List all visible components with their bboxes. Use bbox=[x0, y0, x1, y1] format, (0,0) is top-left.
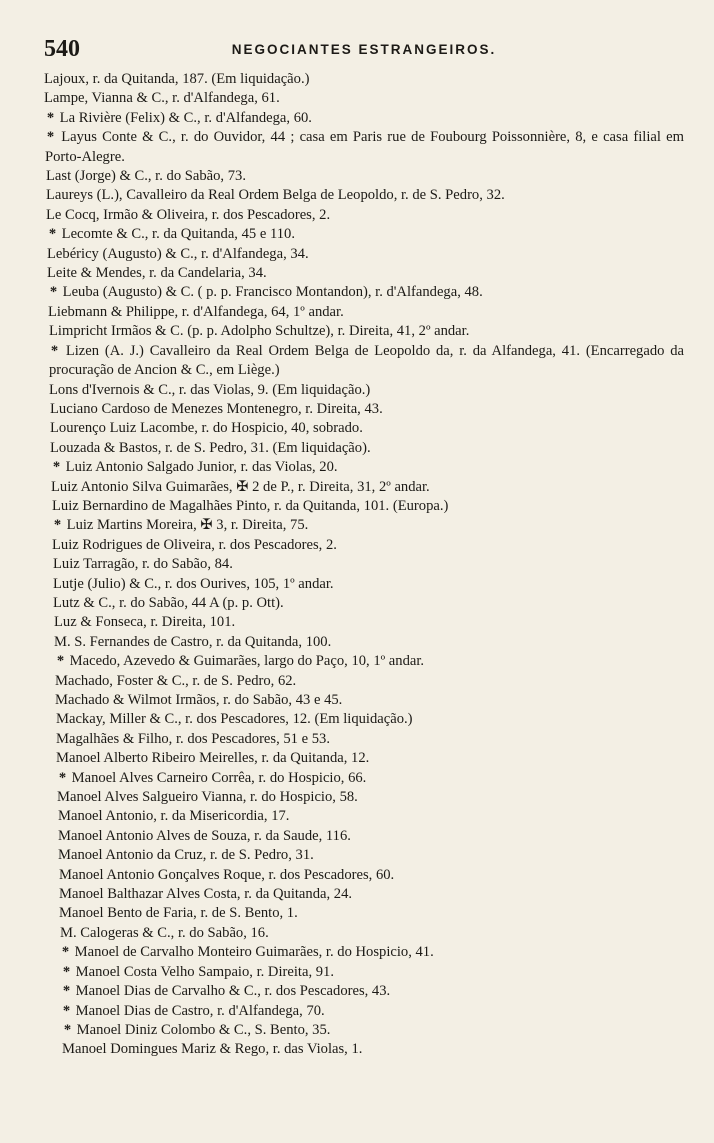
directory-entry bbox=[44, 186, 684, 205]
directory-entry bbox=[44, 846, 684, 865]
entry-text: Luiz Martins Moreira, ✠ 3, r. Direita, 75. bbox=[66, 517, 309, 534]
entry-text: M. S. Fernandes de Castro, r. da Quitanda, 100. bbox=[54, 633, 332, 650]
directory-entry bbox=[44, 633, 684, 652]
entry-text: Machado, Foster & C., r. de S. Pedro, 62. bbox=[55, 672, 297, 689]
entry-text: Machado & Wilmot Irmãos, r. do Sabão, 43 e 45. bbox=[55, 692, 343, 708]
directory-entry bbox=[44, 167, 684, 186]
directory-entry bbox=[44, 904, 684, 923]
entry-text: Liebmann & Philippe, r. d'Alfandega, 64, 1º andar. bbox=[48, 303, 344, 320]
directory-entry bbox=[44, 342, 684, 381]
entry-marker: * bbox=[61, 944, 70, 961]
entry-text: Last (Jorge) & C., r. do Sabão, 73. bbox=[46, 168, 246, 185]
directory-entry bbox=[44, 555, 684, 574]
directory-entry bbox=[44, 264, 684, 283]
directory-entry bbox=[44, 478, 684, 497]
entry-text: Luiz Antonio Silva Guimarães, ✠ 2 de P., r. Direita, 31, 2º andar. bbox=[51, 478, 430, 495]
directory-entry bbox=[44, 245, 684, 264]
entry-text: Lutz & C., r. do Sabão, 44 A (p. p. Ott). bbox=[53, 594, 284, 611]
directory-entry bbox=[44, 788, 684, 807]
entry-marker: * bbox=[56, 653, 65, 670]
entry-text: Laureys (L.), Cavalleiro da Real Ordem Belga de Leopoldo, r. de S. Pedro, 32. bbox=[46, 187, 505, 204]
directory-entry bbox=[44, 206, 684, 225]
directory-entry bbox=[44, 89, 684, 108]
directory-entry bbox=[44, 400, 684, 419]
entry-marker: * bbox=[46, 109, 55, 126]
page-number: 540 bbox=[44, 36, 80, 62]
entry-marker: * bbox=[62, 1002, 71, 1019]
entry-text: Manoel Antonio, r. da Misericordia, 17. bbox=[58, 808, 290, 825]
directory-entry bbox=[44, 594, 684, 613]
directory-entry bbox=[44, 439, 684, 458]
entry-text: Manoel Dias de Castro, r. d'Alfandega, 70. bbox=[75, 1002, 325, 1019]
entry-text: Manoel Costa Velho Sampaio, r. Direita, 91. bbox=[75, 963, 334, 980]
entry-marker: * bbox=[62, 963, 71, 980]
entry-text: Lutje (Julio) & C., r. dos Ourives, 105, 1º andar. bbox=[53, 575, 334, 592]
directory-entry bbox=[44, 128, 684, 167]
entry-text: Leuba (Augusto) & C. ( p. p. Francisco Montandon), r. d'Alfandega, 48. bbox=[62, 284, 483, 301]
directory-entry bbox=[44, 982, 684, 1001]
entry-text: Manoel Antonio Alves de Souza, r. da Saude, 116. bbox=[58, 827, 351, 844]
directory-entry bbox=[44, 963, 684, 982]
entry-text: Leite & Mendes, r. da Candelaria, 34. bbox=[47, 265, 267, 282]
entry-text: Luiz Antonio Salgado Junior, r. das Violas, 20. bbox=[65, 459, 338, 476]
entry-marker: * bbox=[63, 1021, 72, 1038]
entry-text: Manoel Dias de Carvalho & C., r. dos Pescadores, 43. bbox=[75, 983, 391, 1000]
entry-text: Manoel Alves Salgueiro Vianna, r. do Hospicio, 58. bbox=[57, 789, 358, 806]
directory-entry bbox=[44, 303, 684, 322]
entry-text: Lizen (A. J.) Cavalleiro da Real Ordem Belga de Leopoldo da, r. da Alfandega, 41. (Encarregado da procuração de Ancion & C., em Liège.) bbox=[49, 342, 684, 379]
entry-text: Lajoux, r. da Quitanda, 187. (Em liquidação.) bbox=[44, 71, 310, 87]
directory-entry bbox=[44, 691, 684, 710]
entry-marker: * bbox=[52, 459, 61, 476]
entry-marker: * bbox=[62, 983, 71, 1000]
entry-text: Luciano Cardoso de Menezes Montenegro, r. Direita, 43. bbox=[50, 400, 383, 417]
directory-entry bbox=[44, 749, 684, 768]
entry-marker: * bbox=[58, 769, 67, 786]
directory-entry bbox=[44, 652, 684, 671]
directory-entry bbox=[44, 672, 684, 691]
directory-entry bbox=[44, 381, 684, 400]
directory-entry bbox=[44, 807, 684, 826]
directory-entry bbox=[44, 575, 684, 594]
entry-text: La Rivière (Felix) & C., r. d'Alfandega, 60. bbox=[59, 109, 312, 126]
directory-entry bbox=[44, 419, 684, 438]
directory-entry bbox=[44, 613, 684, 632]
directory-entry bbox=[44, 109, 684, 128]
directory-entry bbox=[44, 769, 684, 788]
directory-list bbox=[44, 70, 684, 1060]
entry-text: Limpricht Irmãos & C. (p. p. Adolpho Schultze), r. Direita, 41, 2º andar. bbox=[49, 323, 470, 340]
entry-marker: * bbox=[50, 342, 59, 359]
entry-text: Luiz Tarragão, r. do Sabão, 84. bbox=[53, 556, 233, 573]
entry-text: Lecomte & C., r. da Quitanda, 45 e 110. bbox=[61, 226, 295, 243]
entry-text: Manoel Domingues Mariz & Rego, r. das Violas, 1. bbox=[62, 1041, 363, 1058]
directory-entry bbox=[44, 225, 684, 244]
entry-text: Manoel Diniz Colombo & C., S. Bento, 35. bbox=[76, 1021, 331, 1038]
entry-text: Manoel de Carvalho Monteiro Guimarães, r. do Hospicio, 41. bbox=[74, 944, 434, 961]
directory-entry bbox=[44, 730, 684, 749]
entry-text: Le Cocq, Irmão & Oliveira, r. dos Pescadores, 2. bbox=[46, 206, 331, 223]
directory-entry bbox=[44, 924, 684, 943]
entry-text: Manoel Alberto Ribeiro Meirelles, r. da Quitanda, 12. bbox=[56, 750, 370, 767]
entry-text: Luiz Bernardino de Magalhães Pinto, r. da Quitanda, 101. (Europa.) bbox=[52, 497, 449, 514]
directory-entry bbox=[44, 283, 684, 302]
entry-text: Lourenço Luiz Lacombe, r. do Hospicio, 40, sobrado. bbox=[50, 420, 363, 437]
directory-entry bbox=[44, 827, 684, 846]
entry-text: Manoel Antonio da Cruz, r. de S. Pedro, 31. bbox=[58, 847, 314, 864]
entry-text: Luiz Rodrigues de Oliveira, r. dos Pescadores, 2. bbox=[52, 536, 337, 553]
directory-entry bbox=[44, 710, 684, 729]
entry-text: Lampe, Vianna & C., r. d'Alfandega, 61. bbox=[44, 90, 280, 107]
entry-text: Magalhães & Filho, r. dos Pescadores, 51 e 53. bbox=[56, 730, 330, 747]
entry-marker: * bbox=[46, 129, 55, 146]
entry-marker: * bbox=[48, 226, 57, 243]
entry-text: Layus Conte & C., r. do Ouvidor, 44 ; casa em Paris rue de Foubourg Poissonnière, 8, e casa filial em Porto-Alegre. bbox=[45, 129, 684, 165]
running-title: NEGOCIANTES ESTRANGEIROS. bbox=[231, 42, 497, 57]
directory-entry bbox=[44, 885, 684, 904]
entry-text: Macedo, Azevedo & Guimarães, largo do Paço, 10, 1º andar. bbox=[69, 653, 425, 670]
directory-entry bbox=[44, 943, 684, 962]
entry-text: Mackay, Miller & C., r. dos Pescadores, 12. (Em liquidação.) bbox=[56, 711, 413, 728]
entry-text: Manoel Bento de Faria, r. de S. Bento, 1. bbox=[59, 905, 298, 922]
directory-entry bbox=[44, 1021, 684, 1040]
entry-marker: * bbox=[49, 284, 58, 301]
entry-marker: * bbox=[53, 517, 62, 534]
directory-entry bbox=[44, 1002, 684, 1021]
entry-text: Manoel Alves Carneiro Corrêa, r. do Hospicio, 66. bbox=[71, 769, 367, 786]
entry-text: Manoel Antonio Gonçalves Roque, r. dos Pescadores, 60. bbox=[59, 866, 395, 883]
directory-entry bbox=[44, 536, 684, 555]
entry-text: Manoel Balthazar Alves Costa, r. da Quitanda, 24. bbox=[59, 886, 353, 903]
directory-entry bbox=[44, 70, 684, 89]
entry-text: Luz & Fonseca, r. Direita, 101. bbox=[54, 614, 236, 631]
directory-entry bbox=[44, 866, 684, 885]
directory-entry bbox=[44, 1040, 684, 1059]
directory-entry bbox=[44, 322, 684, 341]
entry-text: M. Calogeras & C., r. do Sabão, 16. bbox=[60, 924, 269, 941]
entry-text: Louzada & Bastos, r. de S. Pedro, 31. (Em liquidação). bbox=[50, 439, 371, 456]
page-header bbox=[44, 36, 684, 66]
entry-text: Lebéricy (Augusto) & C., r. d'Alfandega, 34. bbox=[47, 245, 309, 262]
directory-entry bbox=[44, 497, 684, 516]
directory-entry bbox=[44, 516, 684, 535]
directory-entry bbox=[44, 458, 684, 477]
entry-text: Lons d'Ivernois & C., r. das Violas, 9. (Em liquidação.) bbox=[49, 381, 371, 398]
